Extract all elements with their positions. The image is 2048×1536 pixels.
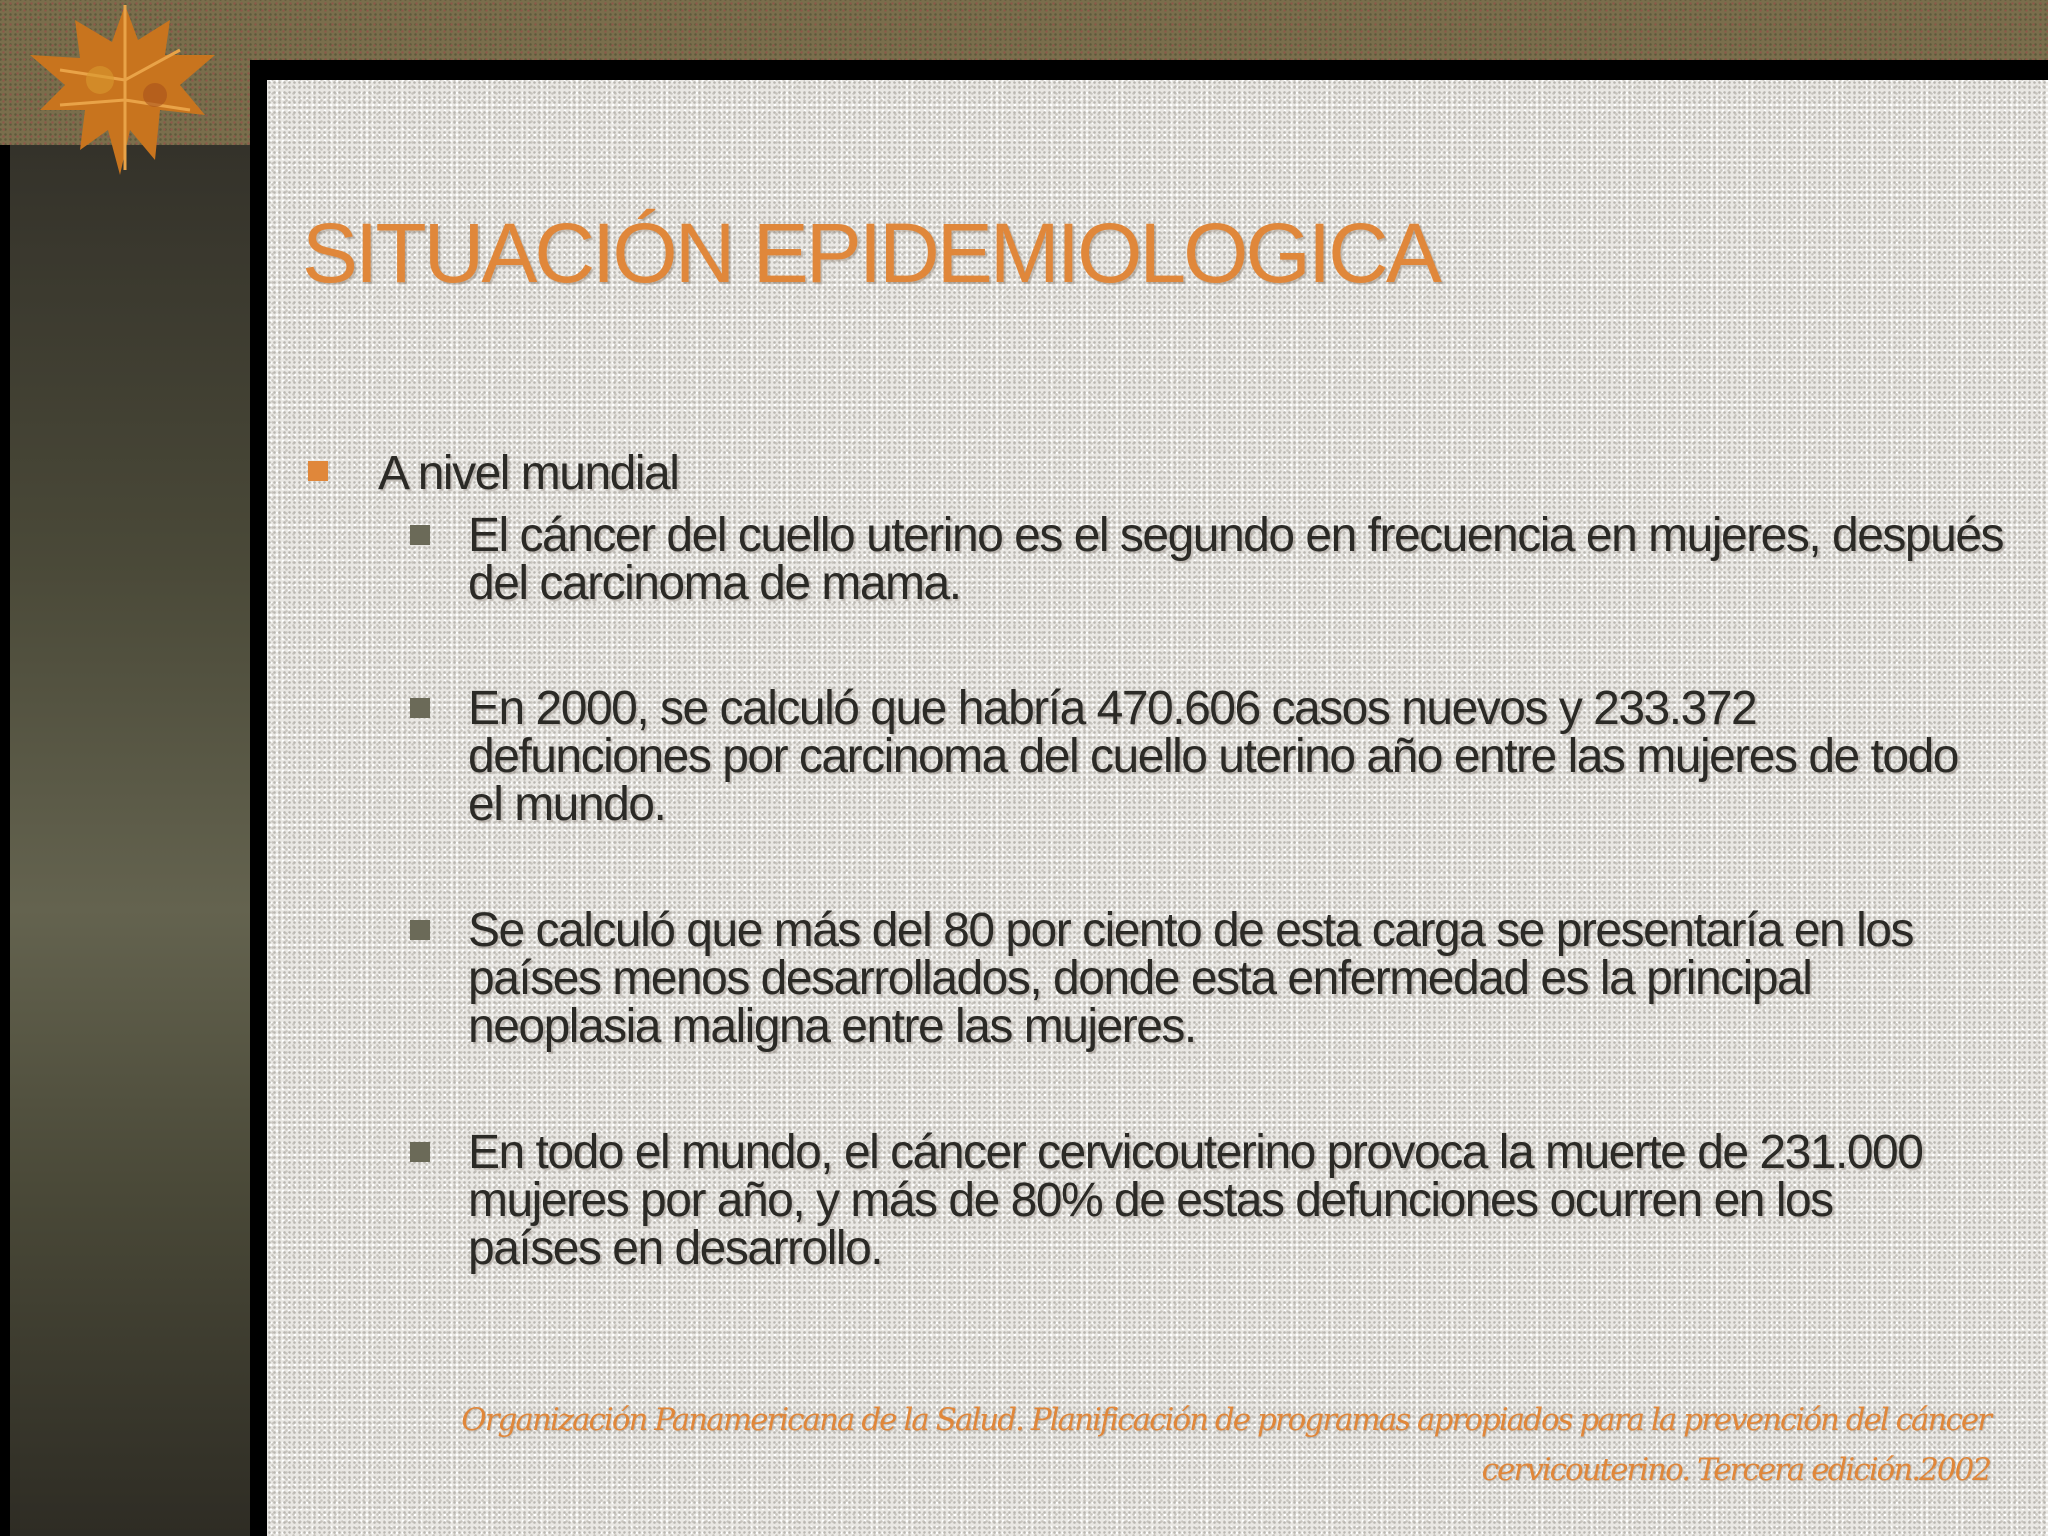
sub-bullet-square-icon bbox=[410, 920, 430, 940]
maple-leaf-icon bbox=[20, 0, 230, 180]
bullet-square-icon bbox=[308, 461, 328, 481]
bullet-text-1: El cáncer del cuello uterino es el segundo en frecuencia en mujeres, después del carcinoma de mama. bbox=[468, 509, 2004, 610]
sub-bullet-square-icon bbox=[410, 698, 430, 718]
citation-text: Organización Panamericana de la Salud. Planificación de programas apropiados para la prevención del cáncer cervicouterino. Tercera edición.2002 bbox=[461, 1402, 1990, 1488]
slide-title: SITUACIÓN EPIDEMIOLOGICA bbox=[302, 206, 1439, 300]
sub-bullet-square-icon bbox=[410, 525, 430, 545]
bullet-text-3: Se calculó que más del 80 por ciento de esta carga se presentaría en los países menos desarrollados, donde esta enfermedad es la principal neoplasia maligna entre las mujeres. bbox=[468, 904, 1913, 1053]
left-edge bbox=[0, 0, 10, 1536]
left-side-panel bbox=[10, 145, 250, 1536]
bullet-text-4: En todo el mundo, el cáncer cervicouterino provoca la muerte de 231.000 mujeres por año, y más de 80% de estas defunciones ocurren en los países en desarrollo. bbox=[468, 1126, 1923, 1275]
bullet-text-2: En 2000, se calculó que habría 470.606 casos nuevos y 233.372 defunciones por carcinoma del cuello uterino año entre las mujeres de todo el mundo. bbox=[468, 682, 1958, 831]
sub-bullet-square-icon bbox=[410, 1142, 430, 1162]
level1-text: A nivel mundial bbox=[378, 447, 679, 500]
